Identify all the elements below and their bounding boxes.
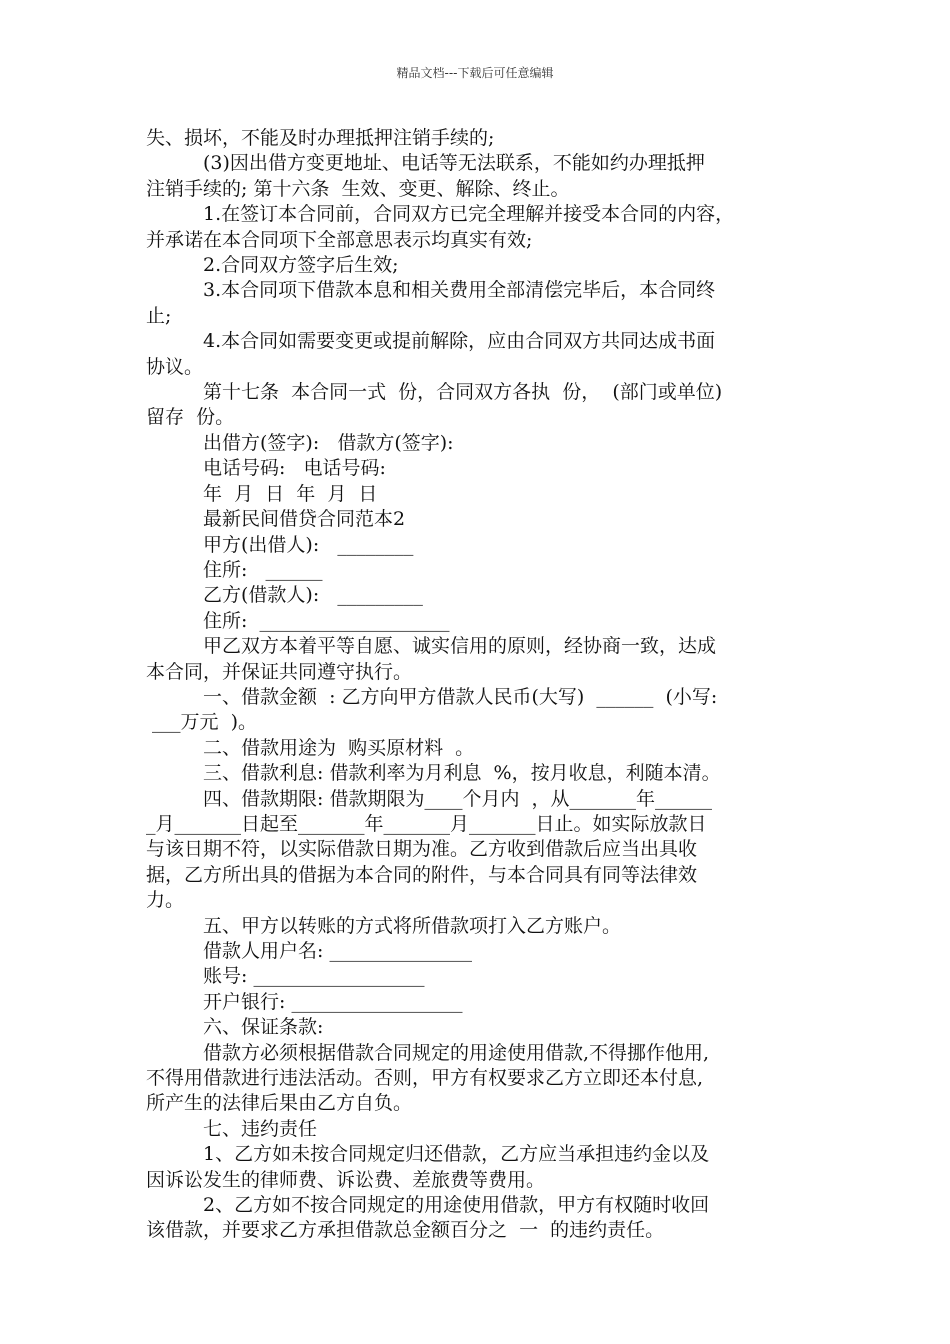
text-line: 2、乙方如不按合同规定的用途使用借款，甲方有权随时收回 [203, 1194, 710, 1217]
text-line: 本合同，并保证共同遵守执行。 [146, 660, 413, 683]
text-line: 与该日期不符，以实际借款日期为准。乙方收到借款后应当出具收 [146, 838, 698, 861]
text-line: 四、借款期限: 借款期限为____个月内 ，从_______年______ [203, 787, 713, 810]
text-line: 借款人用户名: _______________ [203, 940, 472, 962]
text-line: 协议。 [146, 355, 204, 378]
text-line: 住所: ____________________ [203, 609, 450, 632]
text-line: 一、借款金额 : 乙方向甲方借款人民币(大写) ______ (小写: [203, 685, 718, 708]
text-line: 账号: __________________ [203, 965, 425, 988]
text-line: 2.合同双方签字后生效; [203, 254, 399, 277]
text-line: 该借款，并要求乙方承担借款总金额百分之 一 的违约责任。 [146, 1219, 665, 1242]
text-line: 注销手续的; 第十六条 生效、变更、解除、终止。 [146, 177, 570, 200]
text-line: ___万元 )。 [146, 711, 258, 734]
text-line: 电话号码: 电话号码: [203, 457, 386, 480]
text-line: _月_______日起至_______年_______月_______日止。如实际放款日 [146, 812, 707, 835]
text-line: 五、甲方以转账的方式将所借款项打入乙方账户。 [203, 914, 622, 937]
text-line: 并承诺在本合同项下全部意思表示均真实有效; [146, 228, 533, 251]
text-line: 甲乙双方本着平等自愿、诚实信用的原则，经协商一致，达成 [203, 635, 717, 658]
text-line: 七、违约责任 [203, 1117, 318, 1140]
text-line: 年 月 日 年 月 日 [203, 482, 378, 505]
text-line: 所产生的法律后果由乙方自负。 [146, 1092, 413, 1115]
text-line: 二、借款用途为 购买原材料 。 [203, 736, 475, 759]
text-line: 3.本合同项下借款本息和相关费用全部清偿完毕后，本合同终 [203, 279, 716, 302]
text-line: 力。 [146, 889, 185, 912]
text-line: 因诉讼发生的律师费、诉讼费、差旅费等费用。 [146, 1168, 546, 1191]
text-line: 1.在签订本合同前，合同双方已完全理解并接受本合同的内容， [203, 203, 735, 226]
text-line: 开户银行: __________________ [203, 990, 463, 1013]
text-line: 出借方(签字): 借款方(签字): [203, 431, 454, 454]
text-line: (3)因出借方变更地址、电话等无法联系，不能如约办理抵押 [203, 152, 705, 175]
text-line: 六、保证条款: [203, 1016, 324, 1039]
text-line: 失、损坏，不能及时办理抵押注销手续的; [146, 127, 495, 149]
text-line: 不得用借款进行违法活动。否则，甲方有权要求乙方立即还本付息, [146, 1067, 704, 1090]
document-body [146, 126, 818, 1244]
text-line: 1、乙方如未按合同规定归还借款，乙方应当承担违约金以及 [203, 1143, 710, 1166]
text-line: 住所: ______ [203, 558, 323, 581]
text-line: 第十七条 本合同一式 份，合同双方各执 份， (部门或单位) [203, 381, 723, 404]
text-line: 最新民间借贷合同范本2 [203, 508, 406, 531]
text-line: 甲方(出借人): ________ [203, 533, 414, 556]
text-line: 留存 份。 [146, 406, 235, 429]
text-line: 三、借款利息: 借款利率为月利息 %，按月收息，利随本清。 [203, 762, 721, 785]
text-line: 据，乙方所出具的借据为本合同的附件，与本合同具有同等法律效 [146, 863, 698, 886]
text-line: 止; [146, 304, 172, 327]
page-header: 精品文档---下载后可任意编辑 [396, 66, 554, 80]
text-line: 4.本合同如需要变更或提前解除，应由合同双方共同达成书面 [203, 330, 716, 353]
text-line: 借款方必须根据借款合同规定的用途使用借款,不得挪作他用, [203, 1041, 710, 1064]
text-line: 乙方(借款人): _________ [203, 584, 423, 607]
